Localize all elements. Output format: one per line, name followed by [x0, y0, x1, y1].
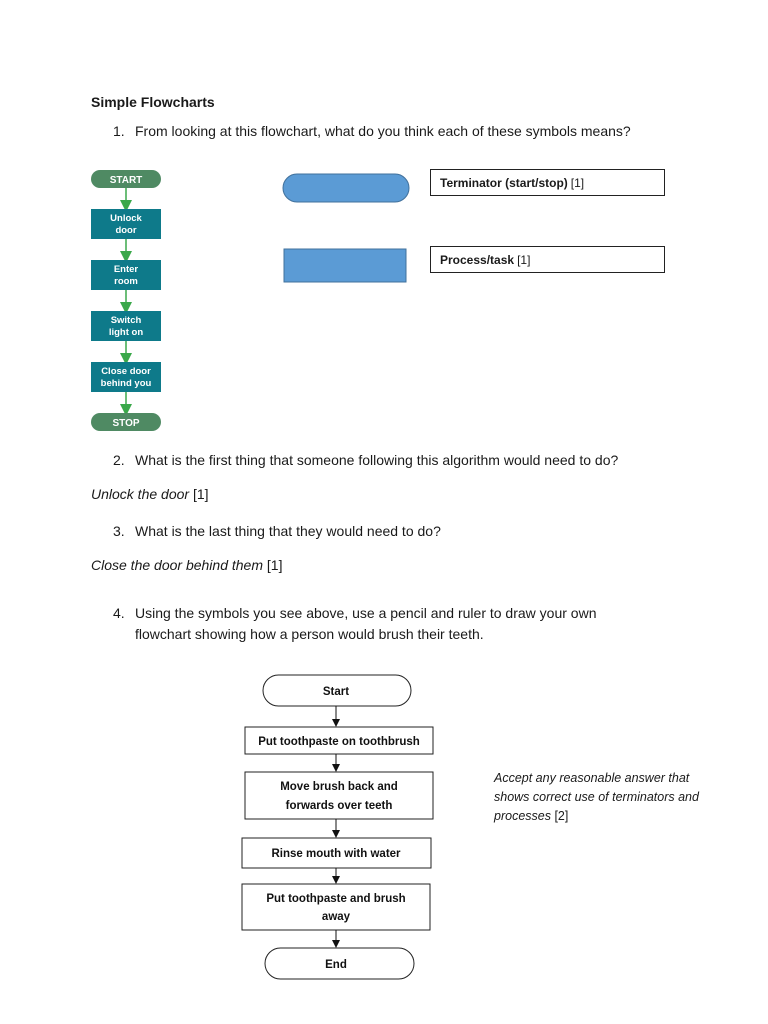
- answer-text: Close the door behind them: [91, 557, 263, 573]
- question-text: What is the first thing that someone following this algorithm would need to do?: [135, 452, 619, 468]
- svg-text:forwards over teeth: forwards over teeth: [285, 800, 393, 812]
- answer-start-terminator: [263, 675, 411, 706]
- svg-text:light on: light on: [108, 327, 144, 338]
- answer-step-1: [245, 727, 433, 754]
- svg-text:Rinse mouth with water: Rinse mouth with water: [271, 848, 401, 860]
- svg-text:away: away: [321, 911, 351, 923]
- answer-3: [91, 557, 282, 573]
- sample-start-label: START: [109, 175, 143, 186]
- sample-step-2: [91, 260, 161, 290]
- marking-note: [494, 769, 724, 826]
- sample-start-terminator: [91, 170, 161, 188]
- answer-text: Unlock the door: [91, 486, 190, 502]
- marking-note-line-1: Accept any reasonable answer that: [494, 771, 690, 785]
- question-number: 3.: [113, 523, 125, 539]
- question-text-line-2: flowchart showing how a person would brush their teeth.: [135, 626, 484, 642]
- sample-step-3: [91, 311, 161, 341]
- process-answer-mark: [1]: [517, 252, 531, 267]
- question-number: 4.: [113, 605, 125, 621]
- svg-text:room: room: [114, 276, 138, 287]
- svg-text:door: door: [115, 225, 137, 236]
- answer-step-4: [242, 884, 430, 930]
- question-text: From looking at this flowchart, what do you think each of these symbols means?: [135, 123, 631, 139]
- answer-end-terminator: [265, 948, 414, 979]
- answer-flowchart: [235, 670, 445, 985]
- svg-text:Enter: Enter: [113, 264, 139, 275]
- answer-mark: [1]: [189, 486, 209, 502]
- svg-text:Move brush back and: Move brush back and: [280, 781, 398, 793]
- question-2: [113, 450, 753, 471]
- answer-step-2: [245, 772, 433, 819]
- question-number: 1.: [113, 123, 125, 139]
- answer-start-label: Start: [322, 686, 350, 698]
- svg-text:Close door: Close door: [101, 366, 151, 377]
- svg-text:Put toothpaste and brush: Put toothpaste and brush: [266, 893, 406, 905]
- marking-note-line-3: processes: [494, 809, 551, 823]
- answer-step-3: [242, 838, 431, 868]
- marking-note-mark: [2]: [550, 809, 569, 823]
- answer-mark: [1]: [263, 557, 283, 573]
- question-text: What is the last thing that they would need to do?: [135, 523, 441, 539]
- question-4: [113, 603, 753, 645]
- question-number: 2.: [113, 452, 125, 468]
- svg-text:behind you: behind you: [100, 378, 152, 389]
- sample-step-1: [91, 209, 161, 239]
- svg-text:Switch: Switch: [110, 315, 142, 326]
- sample-stop-label: STOP: [112, 418, 140, 429]
- svg-text:Put toothpaste on toothbrush: Put toothpaste on toothbrush: [258, 736, 420, 748]
- process-answer-box: [430, 246, 665, 273]
- sample-step-4: [91, 362, 161, 392]
- answer-end-label: End: [325, 959, 347, 971]
- answer-2: [91, 486, 209, 502]
- page-title: Simple Flowcharts: [91, 94, 215, 110]
- marking-note-line-2: shows correct use of terminators and: [494, 790, 699, 804]
- sample-stop-terminator: [91, 413, 161, 431]
- symbol-shapes: [280, 170, 415, 288]
- question-1: [113, 121, 753, 142]
- terminator-answer-box: [430, 169, 665, 196]
- terminator-symbol: [283, 174, 409, 202]
- terminator-answer-mark: [1]: [570, 175, 585, 190]
- process-symbol: [284, 249, 406, 282]
- question-3: [113, 521, 753, 542]
- question-text-line-1: Using the symbols you see above, use a pencil and ruler to draw your own: [135, 605, 597, 621]
- sample-flowchart: [85, 165, 170, 435]
- terminator-answer-label: Terminator (start/stop): [440, 175, 568, 190]
- process-answer-label: Process/task: [440, 252, 515, 267]
- svg-text:Unlock: Unlock: [110, 213, 142, 224]
